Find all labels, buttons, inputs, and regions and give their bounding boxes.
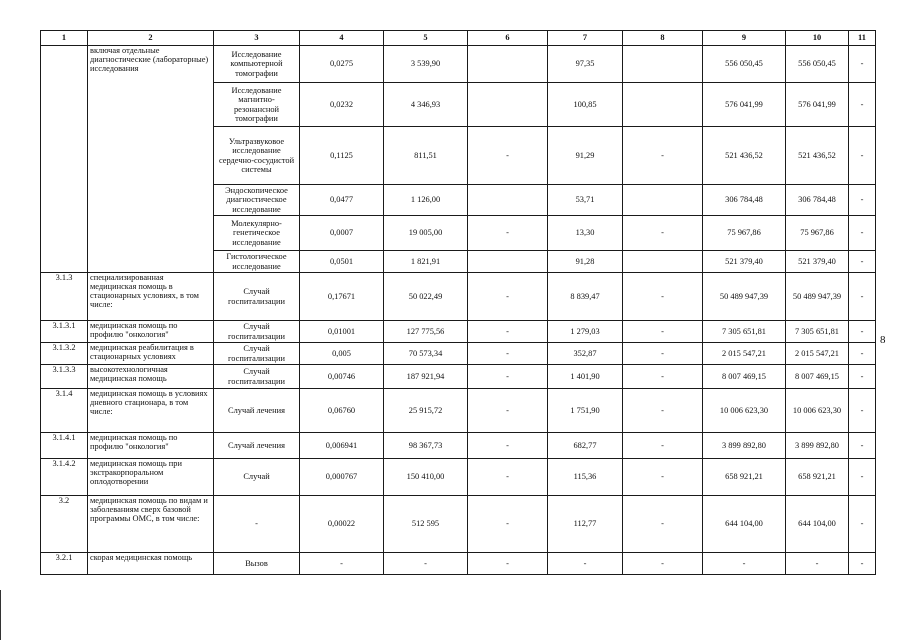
unit-cell: Случай госпитализации — [214, 365, 300, 389]
value-cell-c10: 50 489 947,39 — [786, 273, 849, 321]
table-row — [41, 46, 876, 83]
value-cell-c6: - — [468, 496, 548, 553]
value-cell-c10: 556 050,45 — [786, 46, 849, 83]
unit-cell: Случай — [214, 459, 300, 496]
description-cell: медицинская помощь в условиях дневного стационара, в том числе: — [88, 389, 214, 433]
unit-cell: Случай госпитализации — [214, 343, 300, 365]
value-cell-c4: 0,01001 — [300, 321, 384, 343]
value-cell-c4: 0,0501 — [300, 251, 384, 273]
value-cell-c5: 70 573,34 — [384, 343, 468, 365]
unit-cell: Эндоскопическое диагностическое исследование — [214, 185, 300, 216]
value-cell-c4: 0,006941 — [300, 433, 384, 459]
value-cell-c6 — [468, 46, 548, 83]
value-cell-c11: - — [849, 216, 876, 251]
value-cell-c10: 2 015 547,21 — [786, 343, 849, 365]
value-cell-c11: - — [849, 185, 876, 216]
value-cell-c8 — [623, 83, 703, 127]
value-cell-c10: 521 436,52 — [786, 127, 849, 185]
value-cell-c9: 658 921,21 — [703, 459, 786, 496]
value-cell-c8: - — [623, 321, 703, 343]
value-cell-c5: 512 595 — [384, 496, 468, 553]
value-cell-c4: 0,0007 — [300, 216, 384, 251]
value-cell-c11: - — [849, 251, 876, 273]
unit-cell: Вызов — [214, 553, 300, 575]
value-cell-c10: 3 899 892,80 — [786, 433, 849, 459]
header-cell: 6 — [468, 31, 548, 46]
row-number-cell: 3.2.1 — [41, 553, 88, 575]
unit-cell: Исследование магнитно-резонансной томографии — [214, 83, 300, 127]
value-cell-c6: - — [468, 343, 548, 365]
value-cell-c9: 521 436,52 — [703, 127, 786, 185]
value-cell-c7: 97,35 — [548, 46, 623, 83]
value-cell-c6: - — [468, 365, 548, 389]
row-number-cell: 3.1.3.2 — [41, 343, 88, 365]
table-row — [41, 459, 876, 496]
value-cell-c4: 0,000767 — [300, 459, 384, 496]
unit-cell: Ультразвуковое исследование сердечно-сосудистой системы — [214, 127, 300, 185]
value-cell-c6: - — [468, 216, 548, 251]
value-cell-c5: 127 775,56 — [384, 321, 468, 343]
unit-cell: Молекулярно-генетическое исследование — [214, 216, 300, 251]
value-cell-c6: - — [468, 433, 548, 459]
value-cell-c7: 1 401,90 — [548, 365, 623, 389]
value-cell-c7: 1 751,90 — [548, 389, 623, 433]
table-row — [41, 365, 876, 389]
description-cell: скорая медицинская помощь — [88, 553, 214, 575]
value-cell-c5: 3 539,90 — [384, 46, 468, 83]
row-number-cell: 3.1.3.1 — [41, 321, 88, 343]
value-cell-c10: 8 007 469,15 — [786, 365, 849, 389]
value-cell-c8 — [623, 185, 703, 216]
row-number-cell: 3.1.4.1 — [41, 433, 88, 459]
value-cell-c4: 0,1125 — [300, 127, 384, 185]
value-cell-c11: - — [849, 273, 876, 321]
value-cell-c6: - — [468, 321, 548, 343]
value-cell-c8: - — [623, 389, 703, 433]
row-number-cell: 3.1.4.2 — [41, 459, 88, 496]
value-cell-c5: 25 915,72 — [384, 389, 468, 433]
row-number-cell: 3.1.3 — [41, 273, 88, 321]
value-cell-c9: - — [703, 553, 786, 575]
value-cell-c9: 8 007 469,15 — [703, 365, 786, 389]
value-cell-c5: 98 367,73 — [384, 433, 468, 459]
value-cell-c5: 19 005,00 — [384, 216, 468, 251]
value-cell-c7: 682,77 — [548, 433, 623, 459]
value-cell-c8: - — [623, 459, 703, 496]
value-cell-c9: 521 379,40 — [703, 251, 786, 273]
value-cell-c9: 2 015 547,21 — [703, 343, 786, 365]
value-cell-c8 — [623, 46, 703, 83]
table-row — [41, 433, 876, 459]
value-cell-c4: 0,06760 — [300, 389, 384, 433]
value-cell-c8: - — [623, 343, 703, 365]
description-cell: высокотехнологичная медицинская помощь — [88, 365, 214, 389]
value-cell-c4: 0,005 — [300, 343, 384, 365]
unit-cell: Случай госпитализации — [214, 273, 300, 321]
value-cell-c11: - — [849, 433, 876, 459]
value-cell-c8 — [623, 251, 703, 273]
page-number: 8 — [880, 334, 886, 346]
table-row — [41, 273, 876, 321]
value-cell-c9: 3 899 892,80 — [703, 433, 786, 459]
value-cell-c6 — [468, 251, 548, 273]
value-cell-c10: 10 006 623,30 — [786, 389, 849, 433]
value-cell-c6: - — [468, 389, 548, 433]
header-cell: 9 — [703, 31, 786, 46]
table-row — [41, 553, 876, 575]
value-cell-c7: 100,85 — [548, 83, 623, 127]
unit-cell: Исследование компьютерной томографии — [214, 46, 300, 83]
value-cell-c5: - — [384, 553, 468, 575]
value-cell-c7: 53,71 — [548, 185, 623, 216]
unit-cell: Гистологическое исследование — [214, 251, 300, 273]
value-cell-c7: - — [548, 553, 623, 575]
value-cell-c9: 306 784,48 — [703, 185, 786, 216]
description-cell: включая отдельные диагностические (лабораторные) исследования — [88, 46, 214, 273]
value-cell-c11: - — [849, 553, 876, 575]
row-number-cell — [41, 46, 88, 273]
value-cell-c8: - — [623, 365, 703, 389]
value-cell-c11: - — [849, 459, 876, 496]
value-cell-c8: - — [623, 127, 703, 185]
value-cell-c7: 91,28 — [548, 251, 623, 273]
value-cell-c11: - — [849, 343, 876, 365]
table-row — [41, 321, 876, 343]
row-number-cell: 3.1.3.3 — [41, 365, 88, 389]
description-cell: медицинская помощь при экстракорпоральном оплодотворении — [88, 459, 214, 496]
value-cell-c11: - — [849, 321, 876, 343]
value-cell-c8: - — [623, 216, 703, 251]
value-cell-c9: 75 967,86 — [703, 216, 786, 251]
value-cell-c5: 811,51 — [384, 127, 468, 185]
value-cell-c4: 0,0232 — [300, 83, 384, 127]
description-cell: медицинская помощь по профилю "онкология" — [88, 321, 214, 343]
value-cell-c7: 8 839,47 — [548, 273, 623, 321]
value-cell-c7: 115,36 — [548, 459, 623, 496]
value-cell-c6: - — [468, 459, 548, 496]
header-cell: 8 — [623, 31, 703, 46]
value-cell-c4: 0,00022 — [300, 496, 384, 553]
value-cell-c7: 91,29 — [548, 127, 623, 185]
header-row — [41, 31, 876, 46]
table-row — [41, 343, 876, 365]
value-cell-c9: 556 050,45 — [703, 46, 786, 83]
value-cell-c11: - — [849, 365, 876, 389]
value-cell-c10: 576 041,99 — [786, 83, 849, 127]
unit-cell: - — [214, 496, 300, 553]
value-cell-c5: 150 410,00 — [384, 459, 468, 496]
value-cell-c4: 0,0275 — [300, 46, 384, 83]
unit-cell: Случай лечения — [214, 433, 300, 459]
value-cell-c10: - — [786, 553, 849, 575]
value-cell-c10: 644 104,00 — [786, 496, 849, 553]
value-cell-c5: 4 346,93 — [384, 83, 468, 127]
row-number-cell: 3.2 — [41, 496, 88, 553]
value-cell-c11: - — [849, 46, 876, 83]
value-cell-c10: 658 921,21 — [786, 459, 849, 496]
value-cell-c10: 75 967,86 — [786, 216, 849, 251]
header-cell: 4 — [300, 31, 384, 46]
value-cell-c4: 0,17671 — [300, 273, 384, 321]
row-number-cell: 3.1.4 — [41, 389, 88, 433]
header-cell: 11 — [849, 31, 876, 46]
scan-edge-mark — [0, 590, 1, 640]
value-cell-c7: 352,87 — [548, 343, 623, 365]
value-cell-c6 — [468, 185, 548, 216]
value-cell-c6: - — [468, 553, 548, 575]
value-cell-c8: - — [623, 553, 703, 575]
value-cell-c8: - — [623, 273, 703, 321]
value-cell-c10: 521 379,40 — [786, 251, 849, 273]
value-cell-c9: 576 041,99 — [703, 83, 786, 127]
value-cell-c7: 13,30 — [548, 216, 623, 251]
value-cell-c4: 0,00746 — [300, 365, 384, 389]
value-cell-c6 — [468, 83, 548, 127]
value-cell-c11: - — [849, 127, 876, 185]
value-cell-c9: 50 489 947,39 — [703, 273, 786, 321]
description-cell: специализированная медицинская помощь в стационарных условиях, в том числе: — [88, 273, 214, 321]
value-cell-c5: 187 921,94 — [384, 365, 468, 389]
value-cell-c9: 10 006 623,30 — [703, 389, 786, 433]
value-cell-c11: - — [849, 83, 876, 127]
value-cell-c6: - — [468, 273, 548, 321]
description-cell: медицинская помощь по видам и заболеваниям сверх базовой программы ОМС, в том числе: — [88, 496, 214, 553]
value-cell-c7: 112,77 — [548, 496, 623, 553]
value-cell-c11: - — [849, 389, 876, 433]
value-cell-c5: 1 821,91 — [384, 251, 468, 273]
data-table — [40, 30, 876, 575]
unit-cell: Случай госпитализации — [214, 321, 300, 343]
unit-cell: Случай лечения — [214, 389, 300, 433]
description-cell: медицинская реабилитация в стационарных условиях — [88, 343, 214, 365]
value-cell-c4: - — [300, 553, 384, 575]
table-row — [41, 496, 876, 553]
value-cell-c8: - — [623, 433, 703, 459]
value-cell-c8: - — [623, 496, 703, 553]
description-cell: медицинская помощь по профилю "онкология" — [88, 433, 214, 459]
header-cell: 7 — [548, 31, 623, 46]
header-cell: 10 — [786, 31, 849, 46]
value-cell-c7: 1 279,03 — [548, 321, 623, 343]
value-cell-c5: 1 126,00 — [384, 185, 468, 216]
header-cell: 5 — [384, 31, 468, 46]
header-cell: 3 — [214, 31, 300, 46]
value-cell-c9: 7 305 651,81 — [703, 321, 786, 343]
value-cell-c10: 306 784,48 — [786, 185, 849, 216]
header-cell: 2 — [88, 31, 214, 46]
value-cell-c11: - — [849, 496, 876, 553]
table-row — [41, 389, 876, 433]
value-cell-c9: 644 104,00 — [703, 496, 786, 553]
value-cell-c4: 0,0477 — [300, 185, 384, 216]
value-cell-c5: 50 022,49 — [384, 273, 468, 321]
header-cell: 1 — [41, 31, 88, 46]
value-cell-c10: 7 305 651,81 — [786, 321, 849, 343]
value-cell-c6: - — [468, 127, 548, 185]
